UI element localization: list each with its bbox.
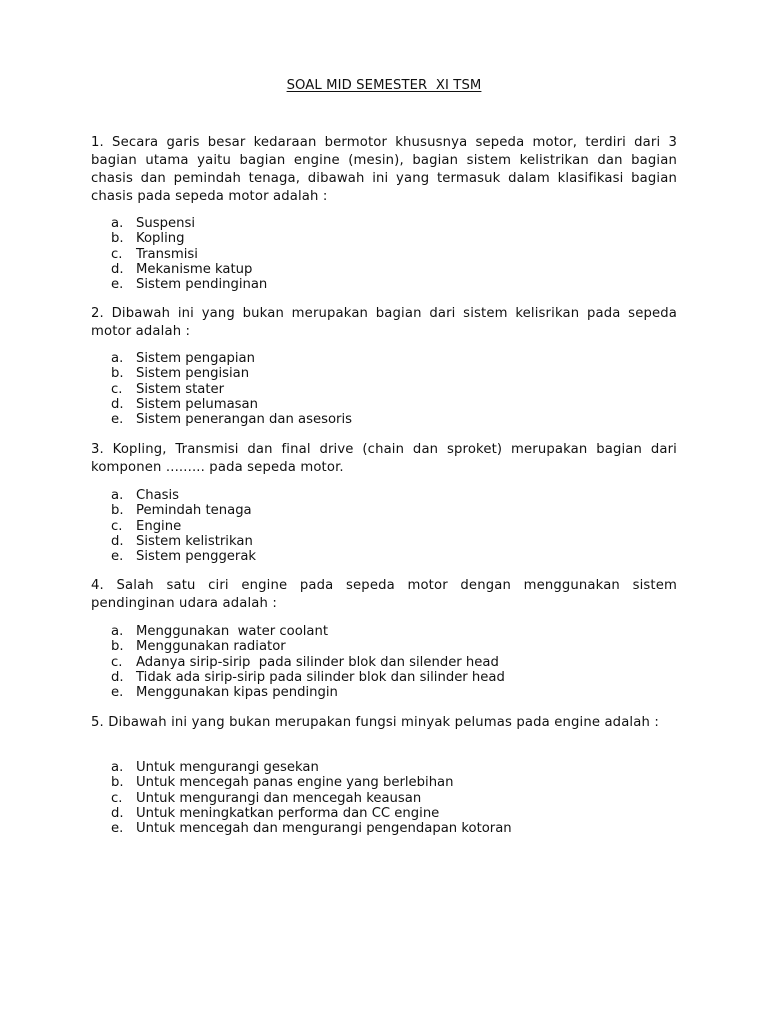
option-text: Sistem pelumasan [136, 396, 258, 412]
option-text: Untuk mengurangi dan mencegah keausan [136, 790, 422, 806]
option-letter: c. [111, 654, 123, 670]
option-a [111, 488, 256, 503]
option-text: Kopling [136, 231, 185, 247]
option-text: Engine [136, 518, 182, 534]
option-text: Menggunakan water coolant [136, 624, 329, 639]
option-letter: c. [111, 381, 123, 397]
option-letter: d. [111, 396, 124, 412]
option-letter: a. [111, 488, 124, 503]
option-a [111, 216, 267, 231]
option-d [111, 397, 352, 412]
option-letter: d. [111, 805, 124, 821]
question-text: 2. Dibawah ini yang bukan merupakan bagian dari sistem kelisrikan pada sepeda motor adalah : [91, 306, 677, 339]
option-letter: c. [111, 246, 123, 262]
option-text: Tidak ada sirip-sirip pada silinder blok dan silinder head [136, 669, 505, 685]
option-letter: c. [111, 790, 123, 806]
option-c [111, 247, 267, 262]
option-c [111, 519, 256, 534]
options-list [111, 624, 505, 700]
option-text: Chasis [136, 488, 180, 503]
option-letter: b. [111, 231, 124, 247]
option-e [111, 685, 505, 700]
option-a [111, 351, 352, 366]
option-b [111, 639, 505, 654]
option-letter: b. [111, 503, 124, 519]
option-d [111, 670, 505, 685]
option-letter: a. [111, 624, 124, 639]
option-text: Transmisi [136, 246, 198, 262]
question-4 [91, 577, 677, 701]
option-b [111, 503, 256, 518]
option-b [111, 231, 267, 246]
option-d [111, 534, 256, 549]
option-letter: d. [111, 533, 124, 549]
question-2 [91, 305, 677, 428]
option-letter: e. [111, 277, 124, 293]
option-text: Untuk mencegah dan mengurangi pengendapan kotoran [136, 821, 512, 837]
option-c [111, 791, 512, 806]
option-text: Untuk mencegah panas engine yang berlebihan [136, 775, 454, 791]
options-list [111, 760, 512, 836]
option-d [111, 262, 267, 277]
option-text: Suspensi [136, 216, 195, 231]
option-letter: d. [111, 669, 124, 685]
option-a [111, 760, 512, 775]
option-c [111, 382, 352, 397]
option-letter: b. [111, 366, 124, 382]
option-letter: a. [111, 351, 124, 366]
option-letter: e. [111, 549, 124, 565]
page-title: SOAL MID SEMESTER XI TSM [286, 78, 482, 93]
option-d [111, 806, 512, 821]
question-3 [91, 441, 677, 565]
option-text: Sistem kelistrikan [136, 533, 253, 549]
question-5 [91, 714, 677, 837]
option-b [111, 366, 352, 381]
question-text: 5. Dibawah ini yang bukan merupakan fungsi minyak pelumas pada engine adalah : [91, 715, 659, 730]
option-text: Sistem pendinginan [136, 277, 268, 293]
option-letter: e. [111, 685, 124, 701]
option-text: Pemindah tenaga [136, 503, 252, 519]
option-text: Sistem stater [136, 381, 225, 397]
option-e [111, 549, 256, 564]
option-b [111, 775, 512, 790]
option-text: Mekanisme katup [136, 261, 253, 277]
option-text: Adanya sirip-sirip pada silinder blok dan silender head [136, 654, 499, 670]
option-e [111, 821, 512, 836]
option-letter: e. [111, 821, 124, 837]
option-text: Sistem pengapian [136, 351, 255, 366]
question-text: 1. Secara garis besar kedaraan bermotor khususnya sepeda motor, terdiri dari 3 bagian utama yaitu bagian engine (mesin), bagian sistem kelistrikan dan bagian chasis dan pemindah tenaga, dibawah ini yang termasuk dalam klasifikasi bagian chasis pada sepeda motor adalah : [91, 135, 677, 204]
option-letter: e. [111, 412, 124, 428]
option-e [111, 412, 352, 427]
question-text: 3. Kopling, Transmisi dan final drive (chain dan sproket) merupakan bagian dari komponen ......... pada sepeda motor. [91, 442, 677, 475]
options-list [111, 216, 267, 292]
option-text: Untuk mengurangi gesekan [136, 760, 319, 775]
options-list [111, 488, 256, 564]
option-letter: a. [111, 760, 124, 775]
option-c [111, 655, 505, 670]
option-letter: c. [111, 518, 123, 534]
option-letter: b. [111, 775, 124, 791]
options-list [111, 351, 352, 427]
question-1 [91, 134, 677, 293]
option-text: Untuk meningkatkan performa dan CC engine [136, 805, 440, 821]
option-letter: b. [111, 639, 124, 655]
option-e [111, 277, 267, 292]
option-a [111, 624, 505, 639]
option-letter: a. [111, 216, 124, 231]
question-text: 4. Salah satu ciri engine pada sepeda motor dengan menggunakan sistem pendinginan udara adalah : [91, 578, 677, 611]
option-text: Sistem penggerak [136, 549, 257, 565]
option-text: Sistem penerangan dan asesoris [136, 412, 353, 428]
option-text: Sistem pengisian [136, 366, 250, 382]
option-text: Menggunakan kipas pendingin [136, 685, 338, 701]
option-text: Menggunakan radiator [136, 639, 286, 655]
option-letter: d. [111, 261, 124, 277]
